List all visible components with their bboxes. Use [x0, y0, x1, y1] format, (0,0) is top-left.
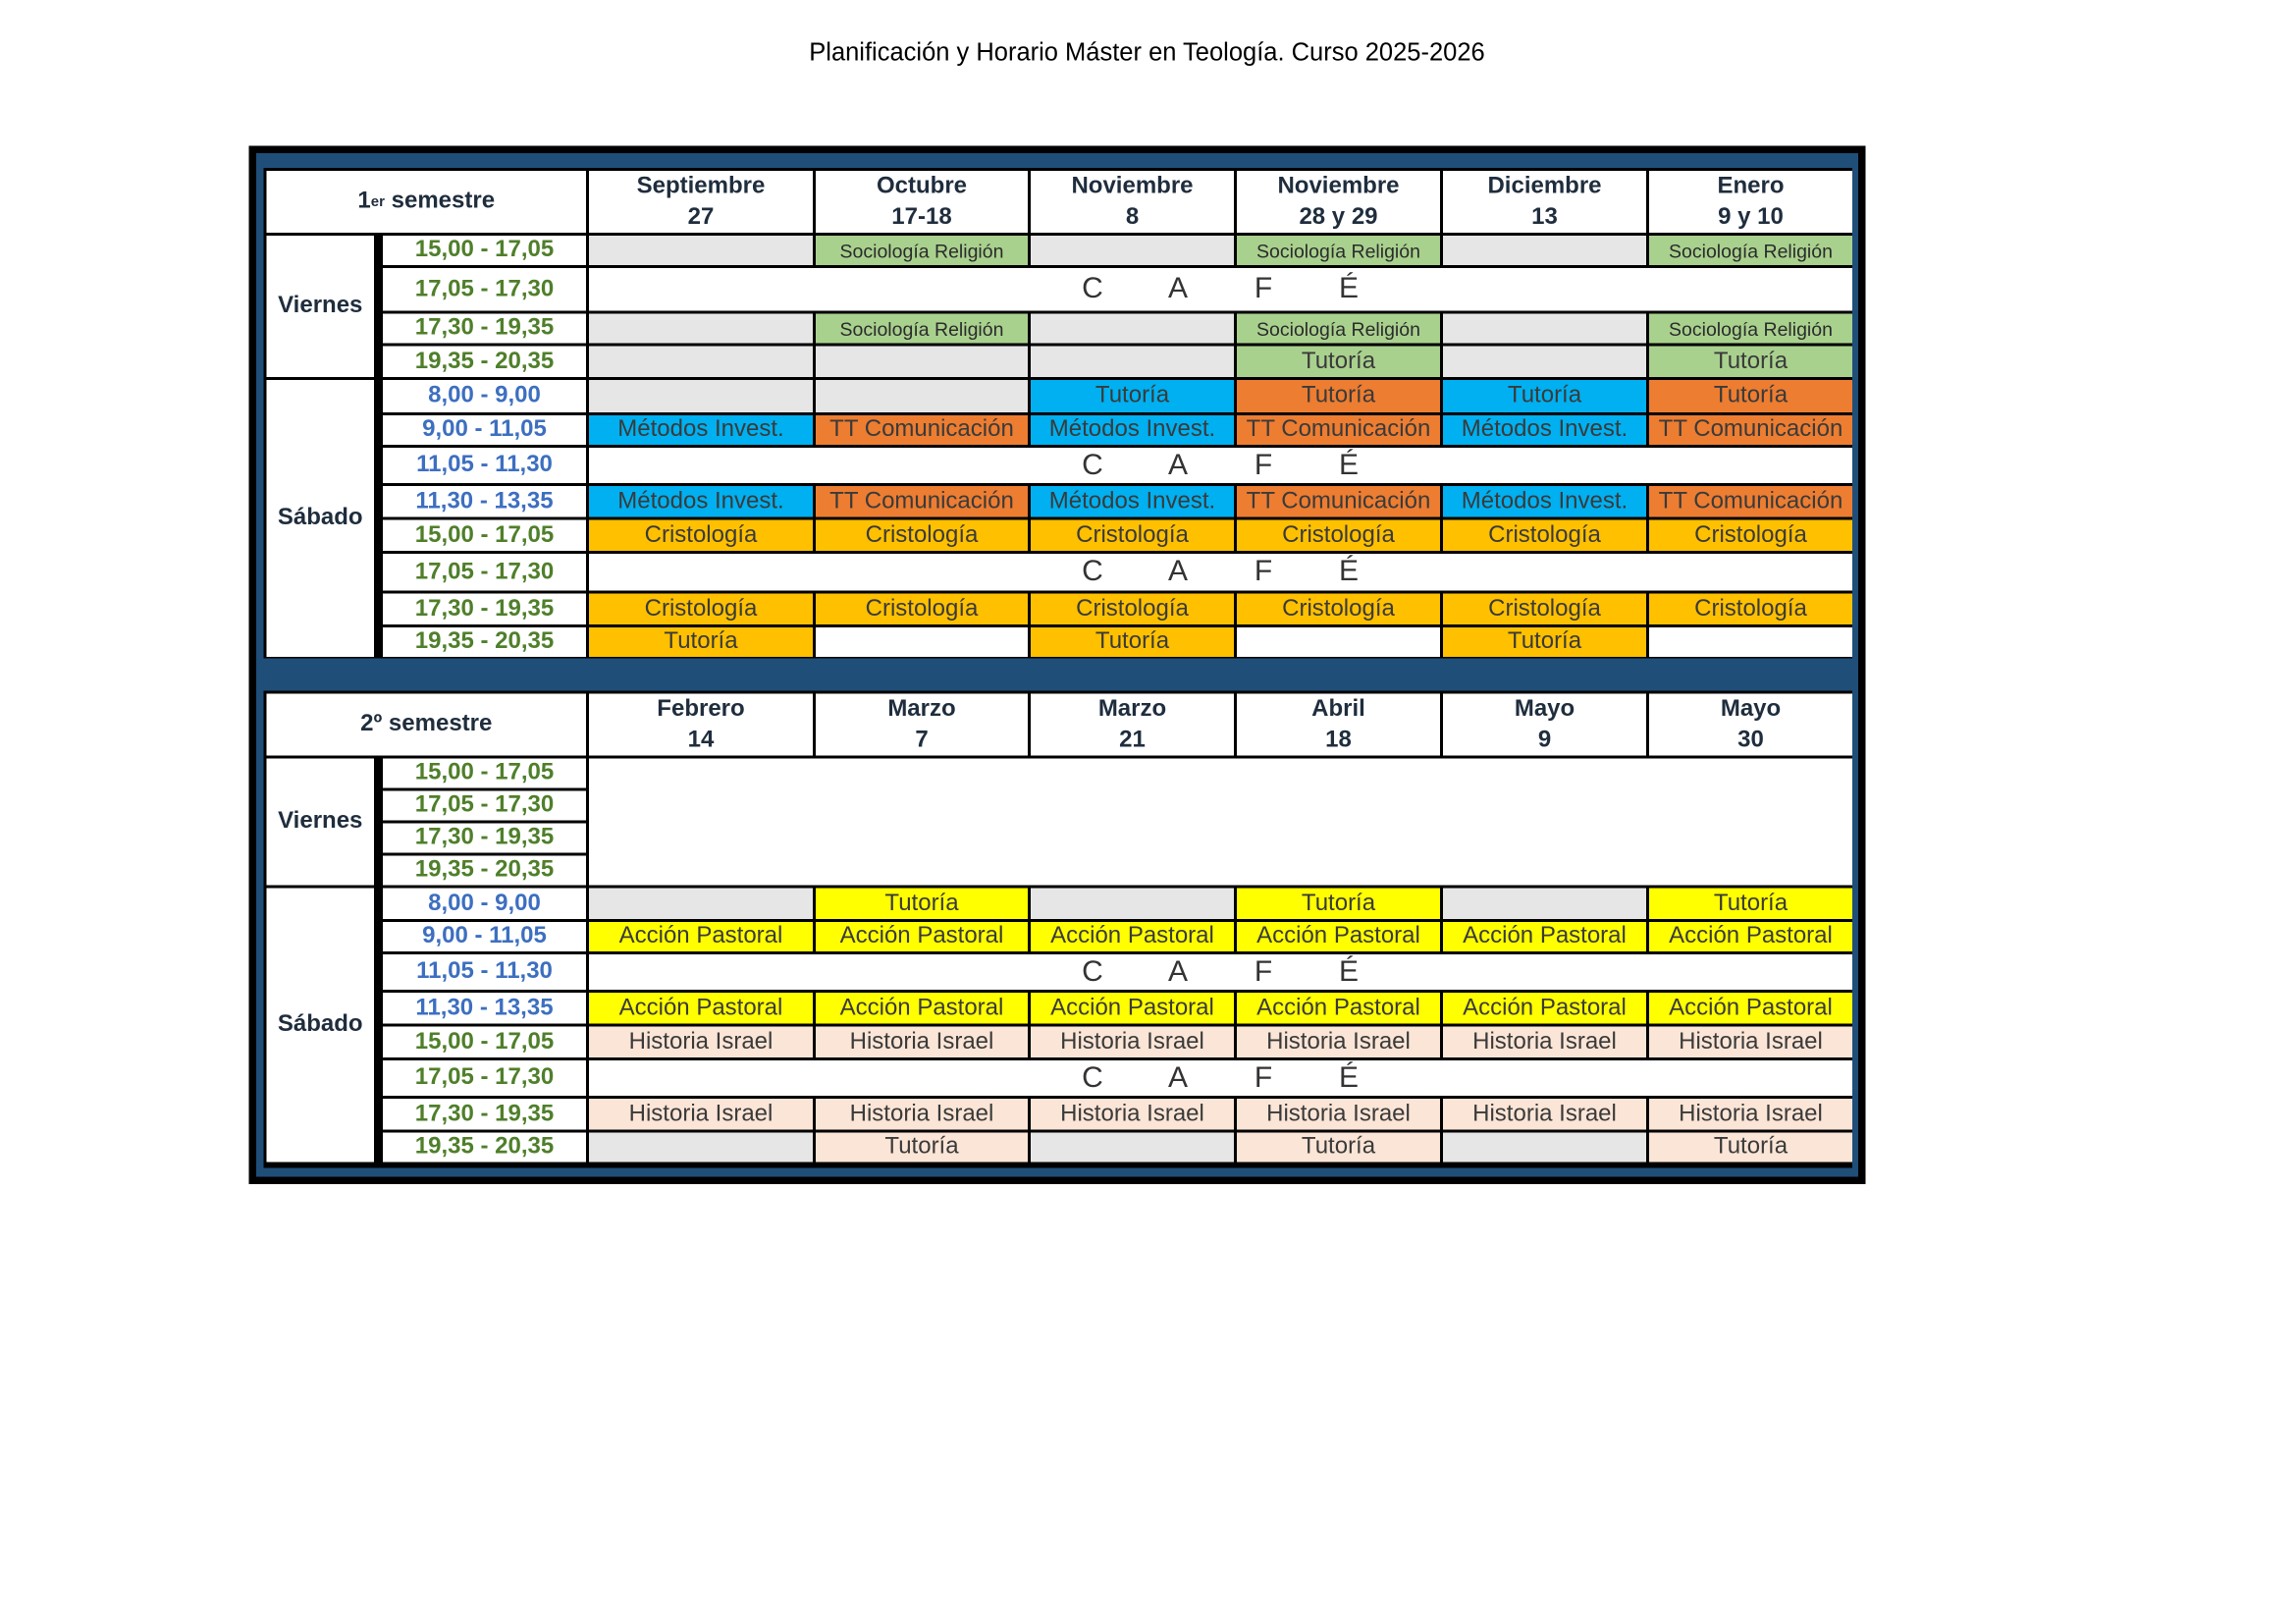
schedule-cell: Cristología	[1237, 520, 1440, 552]
schedule-cell: Acción Pastoral	[816, 993, 1028, 1024]
time-slot: 11,30 - 13,35	[377, 993, 586, 1024]
time-slot: 17,30 - 19,35	[377, 1099, 586, 1130]
schedule-cell-empty	[1031, 1133, 1234, 1163]
time-slot: 8,00 - 9,00	[377, 380, 586, 412]
time-slot: 8,00 - 9,00	[377, 889, 586, 920]
schedule-cell: Tutoría	[1649, 380, 1852, 412]
schedule-cell: Acción Pastoral	[1649, 922, 1852, 951]
schedule-cell-empty	[1031, 314, 1234, 344]
schedule-cell: Historia Israel	[816, 1027, 1028, 1058]
semester-1-label: 1 er semestre	[267, 171, 587, 233]
time-slot: 11,05 - 11,30	[377, 954, 586, 990]
schedule-cell: Sociología Religión	[1237, 236, 1440, 265]
semester-1-table	[264, 168, 1853, 659]
schedule-cell-empty	[816, 347, 1028, 378]
time-slot: 17,30 - 19,35	[377, 314, 586, 344]
schedule-cell: Tutoría	[1443, 380, 1646, 412]
time-slot: 19,35 - 20,35	[377, 1133, 586, 1163]
schedule-cell-empty	[1443, 889, 1646, 920]
schedule-cell-empty	[1031, 236, 1234, 265]
time-slot: 17,05 - 17,30	[377, 791, 586, 821]
schedule-cell-empty	[1031, 347, 1234, 378]
schedule-cell-empty	[1031, 889, 1234, 920]
day-label-sabado: Sábado	[267, 380, 375, 657]
time-slot: 17,05 - 17,30	[377, 268, 586, 311]
schedule-cell: Tutoría	[589, 627, 813, 657]
schedule-cell-empty	[589, 380, 813, 412]
schedule-cell: Cristología	[589, 594, 813, 625]
schedule-cell: Acción Pastoral	[1031, 993, 1234, 1024]
date-header: Noviembre 28 y 29	[1237, 171, 1440, 233]
schedule-cell: TT Comunicación	[1649, 415, 1852, 445]
time-slot: 17,30 - 19,35	[377, 824, 586, 853]
schedule-cell-empty	[589, 1133, 813, 1163]
page-title: Planificación y Horario Máster en Teología. Curso 2025-2026	[809, 38, 1485, 67]
time-slot: 17,30 - 19,35	[377, 594, 586, 625]
schedule-cell: Cristología	[1649, 520, 1852, 552]
day-label-viernes: Viernes	[267, 759, 375, 886]
schedule-cell: Tutoría	[1649, 347, 1852, 378]
schedule-cell: Cristología	[1031, 594, 1234, 625]
schedule-cell: Acción Pastoral	[589, 993, 813, 1024]
schedule-cell: Historia Israel	[589, 1099, 813, 1130]
time-slot: 9,00 - 11,05	[377, 922, 586, 951]
schedule-cell: Cristología	[816, 594, 1028, 625]
schedule-cell: Tutoría	[1237, 889, 1440, 920]
semester-2-label: 2º semestre	[267, 694, 587, 756]
schedule-cell: Sociología Religión	[816, 236, 1028, 265]
schedule-cell: Acción Pastoral	[1237, 922, 1440, 951]
schedule-cell-empty	[589, 889, 813, 920]
schedule-cell: Cristología	[816, 520, 1028, 552]
schedule-cell: TT Comunicación	[816, 415, 1028, 445]
cafe-break: C A F É	[589, 448, 1852, 483]
schedule-cell: Historia Israel	[1237, 1027, 1440, 1058]
schedule-cell: Tutoría	[1237, 1133, 1440, 1163]
date-header: Diciembre 13	[1443, 171, 1646, 233]
schedule-cell: Historia Israel	[1649, 1099, 1852, 1130]
schedule-cell: Historia Israel	[816, 1099, 1028, 1130]
schedule-cell-empty	[1443, 1133, 1646, 1163]
schedule-cell: Sociología Religión	[1237, 314, 1440, 344]
day-label-viernes: Viernes	[267, 236, 375, 377]
time-slot: 15,00 - 17,05	[377, 759, 586, 788]
date-header: Marzo 21	[1031, 694, 1234, 756]
schedule-cell: Sociología Religión	[1649, 314, 1852, 344]
schedule-cell: Historia Israel	[1237, 1099, 1440, 1130]
time-slot: 19,35 - 20,35	[377, 856, 586, 886]
schedule-cell: Cristología	[1237, 594, 1440, 625]
time-slot: 15,00 - 17,05	[377, 236, 586, 265]
schedule-cell: Historia Israel	[1031, 1027, 1234, 1058]
schedule-cell: Cristología	[1031, 520, 1234, 552]
schedule-cell: TT Comunicación	[1237, 486, 1440, 517]
date-header: Marzo 7	[816, 694, 1028, 756]
schedule-cell: Sociología Religión	[1649, 236, 1852, 265]
schedule-cell-empty	[589, 314, 813, 344]
viernes-empty-block	[589, 759, 1852, 886]
schedule-cell-empty	[1443, 314, 1646, 344]
schedule-cell: Historia Israel	[1031, 1099, 1234, 1130]
schedule-cell: Métodos Invest.	[1443, 415, 1646, 445]
date-header: Abril 18	[1237, 694, 1440, 756]
date-header: Enero 9 y 10	[1649, 171, 1852, 233]
schedule-cell: Historia Israel	[589, 1027, 813, 1058]
schedule-cell: Cristología	[589, 520, 813, 552]
schedule-cell: Tutoría	[816, 889, 1028, 920]
time-slot: 19,35 - 20,35	[377, 347, 586, 378]
schedule-cell-empty	[816, 380, 1028, 412]
cafe-break: C A F É	[589, 1060, 1852, 1096]
schedule-cell: Métodos Invest.	[1443, 486, 1646, 517]
schedule-cell: Acción Pastoral	[816, 922, 1028, 951]
schedule-cell: Métodos Invest.	[1031, 486, 1234, 517]
time-slot: 9,00 - 11,05	[377, 415, 586, 445]
schedule-cell: Cristología	[1443, 594, 1646, 625]
schedule-cell: Tutoría	[1443, 627, 1646, 657]
date-header: Mayo 30	[1649, 694, 1852, 756]
schedule-cell: Tutoría	[816, 1133, 1028, 1163]
cafe-break: C A F É	[589, 268, 1852, 311]
schedule-cell: Acción Pastoral	[1031, 922, 1234, 951]
schedule-cell: TT Comunicación	[816, 486, 1028, 517]
schedule-cell-empty	[589, 236, 813, 265]
schedule-cell-empty	[816, 627, 1028, 657]
time-slot: 11,30 - 13,35	[377, 486, 586, 517]
schedule-cell-empty	[1237, 627, 1440, 657]
schedule-cell: TT Comunicación	[1649, 486, 1852, 517]
schedule-cell: Acción Pastoral	[1443, 993, 1646, 1024]
schedule-cell-empty	[1443, 347, 1646, 378]
date-header: Octubre 17-18	[816, 171, 1028, 233]
date-header: Mayo 9	[1443, 694, 1646, 756]
schedule-cell: Cristología	[1649, 594, 1852, 625]
schedule-cell: Tutoría	[1031, 627, 1234, 657]
schedule-cell-empty	[1443, 236, 1646, 265]
time-slot: 17,05 - 17,30	[377, 554, 586, 591]
schedule-cell: TT Comunicación	[1237, 415, 1440, 445]
schedule-cell: Acción Pastoral	[1443, 922, 1646, 951]
schedule-cell: Historia Israel	[1649, 1027, 1852, 1058]
schedule-cell: Cristología	[1443, 520, 1646, 552]
time-slot: 11,05 - 11,30	[377, 448, 586, 483]
cafe-break: C A F É	[589, 954, 1852, 990]
schedule-cell: Historia Israel	[1443, 1099, 1646, 1130]
schedule-cell: Métodos Invest.	[589, 415, 813, 445]
time-slot: 17,05 - 17,30	[377, 1060, 586, 1096]
schedule-cell-empty	[1649, 627, 1852, 657]
schedule-cell: Historia Israel	[1443, 1027, 1646, 1058]
date-header: Noviembre 8	[1031, 171, 1234, 233]
schedule-cell: Tutoría	[1237, 380, 1440, 412]
schedule-cell: Acción Pastoral	[1237, 993, 1440, 1024]
day-label-sabado: Sábado	[267, 889, 375, 1163]
schedule-cell: Tutoría	[1237, 347, 1440, 378]
schedule-cell: Tutoría	[1649, 1133, 1852, 1163]
date-header: Febrero 14	[589, 694, 813, 756]
cafe-break: C A F É	[589, 554, 1852, 591]
schedule-cell: Acción Pastoral	[1649, 993, 1852, 1024]
schedule-cell-empty	[589, 347, 813, 378]
schedule-cell: Tutoría	[1649, 889, 1852, 920]
time-slot: 15,00 - 17,05	[377, 520, 586, 552]
semester-2-table	[264, 691, 1853, 1168]
schedule-cell: Acción Pastoral	[589, 922, 813, 951]
time-slot: 15,00 - 17,05	[377, 1027, 586, 1058]
time-slot: 19,35 - 20,35	[377, 627, 586, 657]
schedule-cell: Métodos Invest.	[1031, 415, 1234, 445]
date-header: Septiembre 27	[589, 171, 813, 233]
schedule-cell: Sociología Religión	[816, 314, 1028, 344]
schedule-cell: Métodos Invest.	[589, 486, 813, 517]
schedule-cell: Tutoría	[1031, 380, 1234, 412]
